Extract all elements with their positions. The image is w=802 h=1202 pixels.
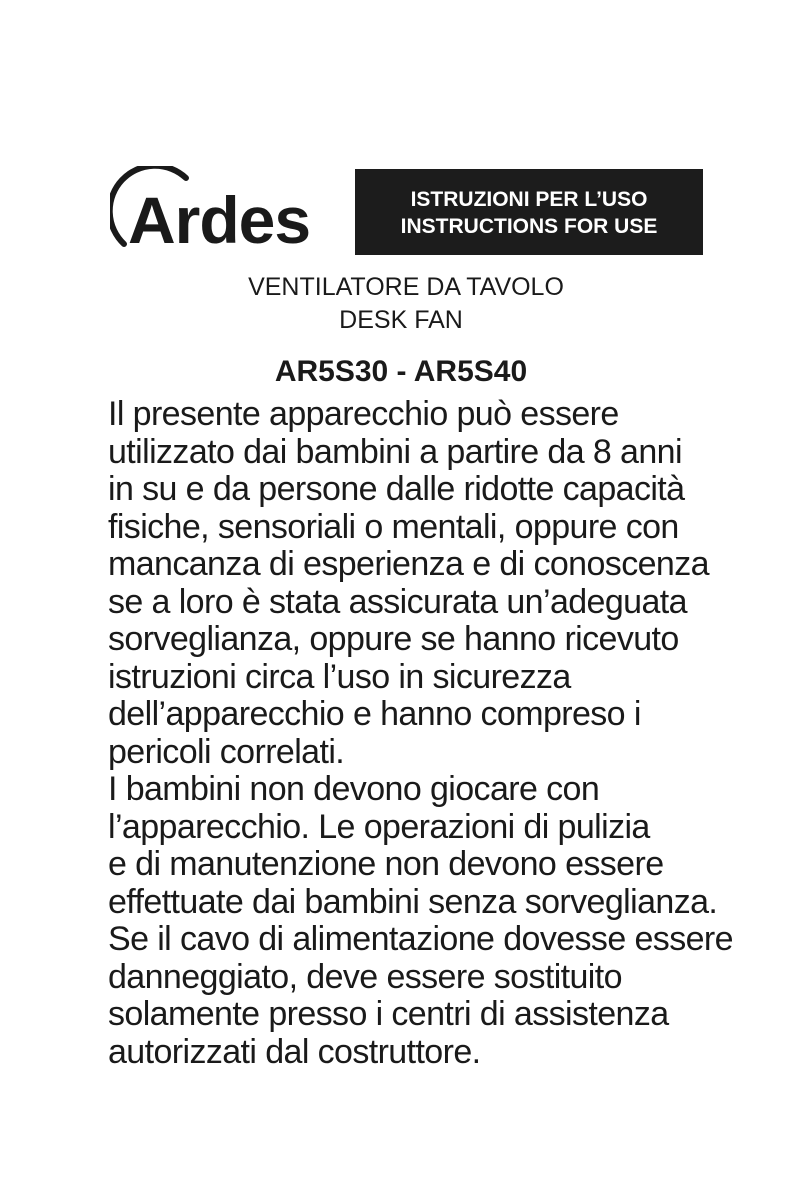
instructions-title-it: ISTRUZIONI PER L’USO [410, 188, 648, 211]
body-line: l’apparecchio. Le operazioni di pulizia [108, 807, 650, 846]
product-name-en: DESK FAN [339, 306, 463, 334]
body-line: Il presente apparecchio può essere [108, 395, 619, 433]
body-line: Se il cavo di alimentazione dovesse essere [108, 920, 733, 958]
body-line: danneggiato, deve essere sostituito [108, 957, 622, 996]
body-line: utilizzato dai bambini a partire da 8 anni [108, 432, 682, 471]
instructions-title-en: INSTRUCTIONS FOR USE [400, 215, 658, 238]
logo-wordmark: Ardes [128, 183, 311, 257]
body-line: e di manutenzione non devono essere [108, 845, 664, 883]
body-line: pericoli correlati. [108, 732, 345, 771]
safety-warning-text [108, 396, 748, 1071]
body-line: sorveglianza, oppure se hanno ricevuto [108, 620, 679, 658]
body-line: mancanza di esperienza e di conoscenza [108, 545, 709, 583]
body-line: fisiche, sensoriali o mentali, oppure con [108, 507, 679, 546]
body-line: I bambini non devono giocare con [108, 770, 600, 808]
body-line: dell’apparecchio e hanno compreso i [108, 695, 641, 733]
instructions-banner [355, 169, 703, 255]
body-line: se a loro è stata assicurata un’adeguata [108, 582, 687, 621]
body-line: autorizzati dal costruttore. [108, 1032, 481, 1071]
body-line: effettuate dai bambini senza sorveglianza. [108, 882, 718, 921]
product-name-it: VENTILATORE DA TAVOLO [248, 273, 564, 301]
body-line: solamente presso i centri di assistenza [108, 995, 669, 1033]
body-line: in su e da persone dalle ridotte capacità [108, 470, 685, 508]
body-line: istruzioni circa l’uso in sicurezza [108, 657, 571, 696]
ardes-logo [110, 166, 330, 258]
model-numbers: AR5S30 - AR5S40 [274, 355, 528, 388]
